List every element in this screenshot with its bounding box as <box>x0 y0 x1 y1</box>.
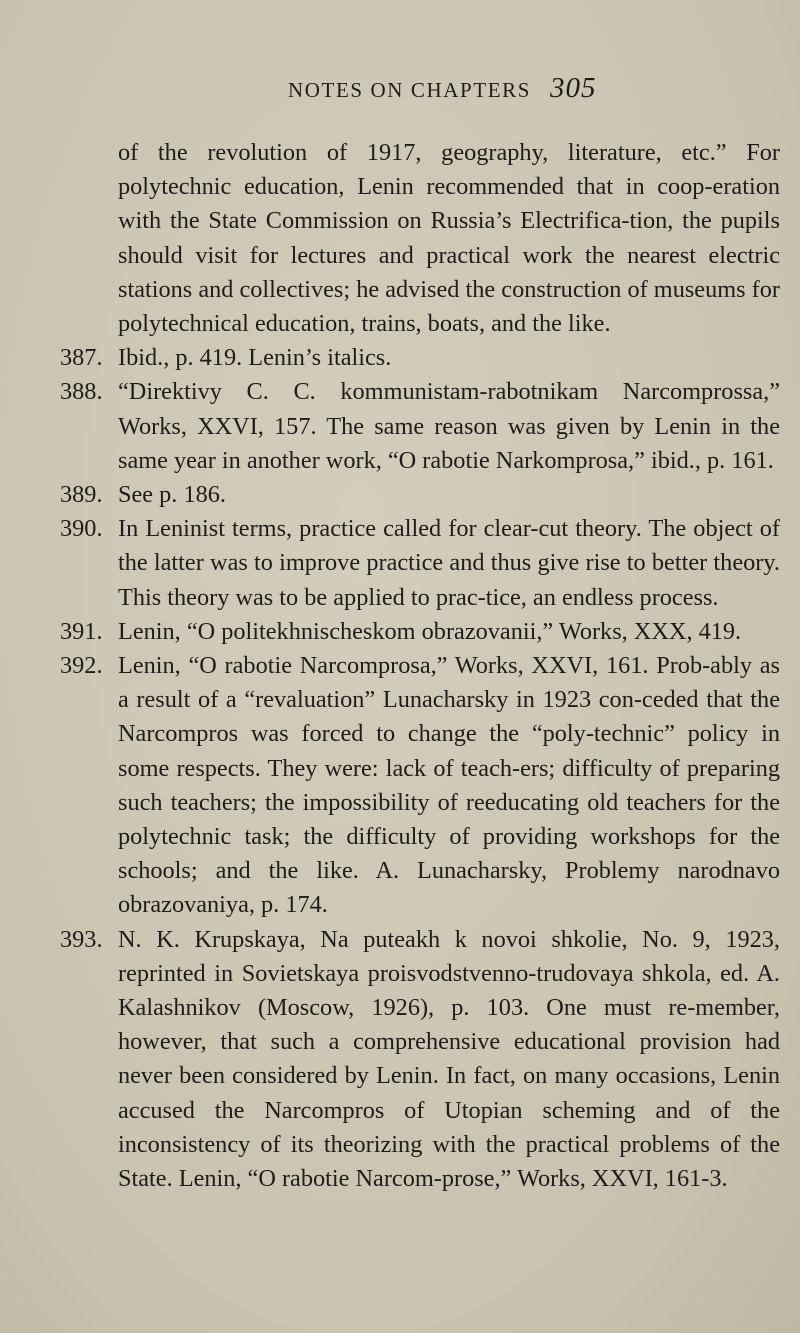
note-391 <box>60 615 780 649</box>
page-number: 305 <box>550 72 597 104</box>
note-number: 392. <box>60 652 103 680</box>
note-text: Ibid., p. 419. Lenin’s italics. <box>118 344 392 372</box>
note-number: 393. <box>60 925 103 953</box>
note-387 <box>60 341 780 375</box>
note-text: In Leninist terms, practice called for clear-cut theory. The object of the latter was to improve practice and thus give rise to better theory. This theory was to be applied to prac-tice, an endless process. <box>118 515 780 611</box>
note-389 <box>60 478 780 512</box>
note-number: 391. <box>60 617 103 645</box>
note-390 <box>60 512 780 615</box>
note-number: 388. <box>60 378 103 406</box>
note-number: 390. <box>60 515 103 543</box>
note-text: Lenin, “O rabotie Narcomprosa,” Works, XXVI, 161. Prob-ably as a result of a “revaluation” Lunacharsky in 1923 con-ceded that the Narcompros was forced to change the “poly-technic” policy in some respects. They were: lack of teach-ers; difficulty of preparing such teachers; the impossibility of reeducating old teachers for the polytechnic task; the difficulty of providing workshops for the schools; and the like. A. Lunacharsky, Problemy narodnavo obrazovaniya, p. 174. <box>118 652 780 919</box>
note-text: “Direktivy C. C. kommunistam-rabotnikam Narcomprossa,” Works, XXVI, 157. The same reason was given by Lenin in the same year in another work, “O rabotie Narkomprosa,” ibid., p. 161. <box>118 378 780 474</box>
page-header <box>288 72 708 112</box>
note-text: See p. 186. <box>118 481 226 509</box>
note-text: N. K. Krupskaya, Na puteakh k novoi shkolie, No. 9, 1923, reprinted in Sovietskaya proisvodstvenno-trudovaya shkola, ed. A. Kalashnikov (Moscow, 1926), p. 103. One must re-member, however, that such a comprehensive educational provision had never been considered by Lenin. In fact, on many occasions, Lenin accused the Narcompros of Utopian scheming and of the inconsistency of its theorizing with the practical problems of the State. Lenin, “O rabotie Narcom-prose,” Works, XXVI, 161-3. <box>118 925 780 1193</box>
note-388 <box>60 375 780 478</box>
note-number: 389. <box>60 481 103 509</box>
running-head: NOTES ON CHAPTERS <box>288 78 532 102</box>
note-text: Lenin, “O politekhnischeskom obrazovanii,” Works, XXX, 419. <box>118 617 742 645</box>
note-386-continuation: of the revolution of 1917, geography, literature, etc.” For polytechnic education, Lenin recommended that in coop-eration with the State Commission on Russia’s Electrifica-tion, the pupils should visit for lectures and practical work the nearest electric stations and collectives; he advised the construction of museums for polytechnical education, trains, boats, and the like. <box>118 139 780 338</box>
note-393 <box>60 923 780 1197</box>
note-392 <box>60 649 780 923</box>
notes-body <box>60 136 780 1196</box>
note-number: 387. <box>60 344 103 372</box>
